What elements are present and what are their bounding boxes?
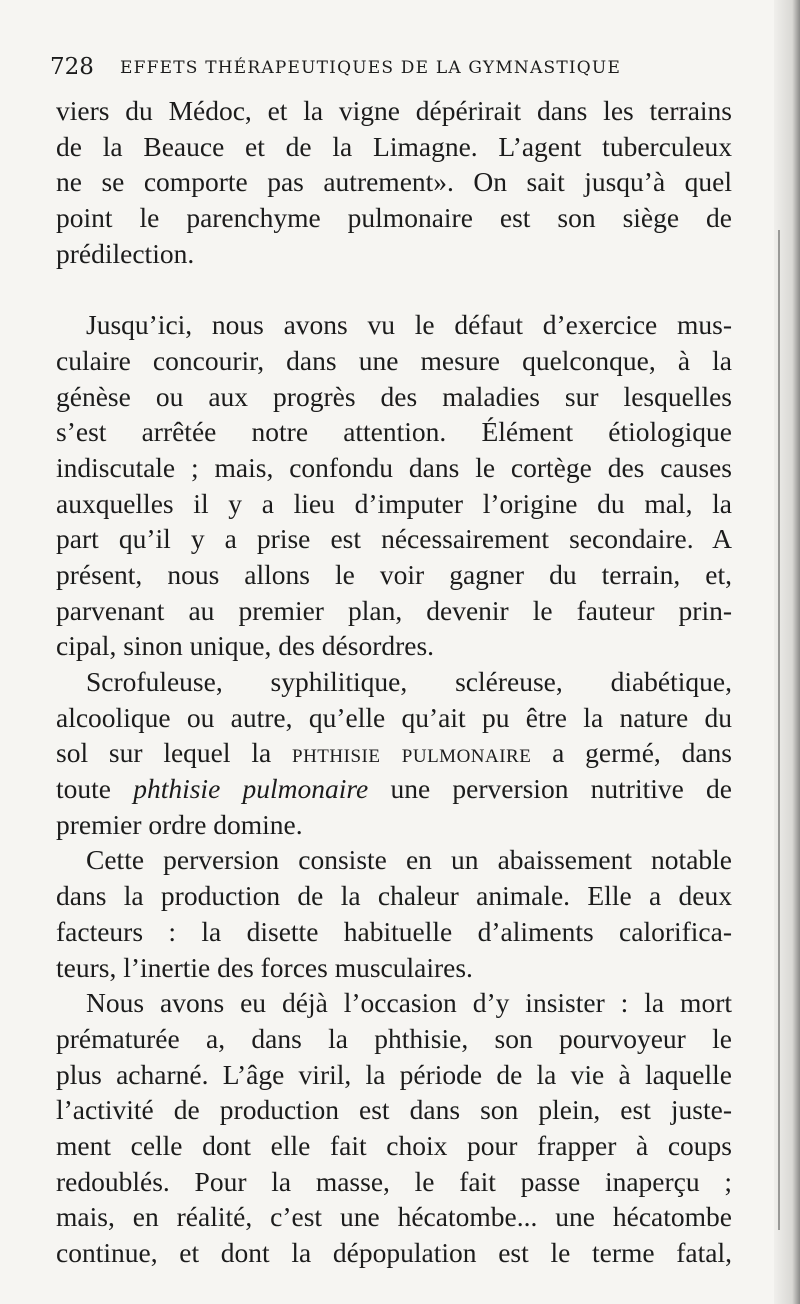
text-line: Jusqu’ici, nous avons vu le défaut d’exercice mus-: [86, 309, 732, 341]
text-line: part qu’il y a prise est nécessairement secondaire. A: [56, 523, 732, 555]
running-title: EFFETS THÉRAPEUTIQUES DE LA GYMNASTIQUE: [120, 58, 622, 78]
page-header: [50, 50, 740, 90]
text-line: parvenant au premier plan, devenir le fauteur prin-: [56, 594, 732, 626]
text-line: dans la production de la chaleur animale. Elle a deux: [56, 880, 732, 912]
text-line: indiscutale ; mais, confondu dans le cortège des causes: [56, 451, 732, 483]
text-line: prédilection.: [56, 237, 195, 269]
text-line: prématurée a, dans la phthisie, son pourvoyeur le: [56, 1022, 732, 1054]
smallcaps-term: phthisie pulmonaire: [292, 737, 532, 769]
text-fragment: a germé, dans: [531, 737, 732, 769]
text-fragment: une perversion nutritive de: [368, 773, 732, 805]
text-line: ment celle dont elle fait choix pour frapper à coups: [56, 1129, 732, 1161]
text-line: redoublés. Pour la masse, le fait passe inaperçu ;: [56, 1165, 732, 1197]
text-line: Scrofuleuse, syphilitique, scléreuse, diabétique,: [86, 666, 732, 697]
body-text: [56, 93, 732, 1271]
text-line: teurs, l’inertie des forces musculaires.: [56, 951, 473, 983]
text-fragment: sol sur lequel la: [56, 737, 293, 769]
paragraph-gap: [56, 271, 732, 307]
text-fragment: toute: [56, 773, 134, 805]
text-line: [56, 771, 732, 807]
page-edge-line: [778, 230, 780, 1230]
text-line: plus acharné. L’âge viril, la période de la vie à laquelle: [56, 1058, 732, 1090]
text-line: l’activité de production est dans son plein, est juste-: [56, 1094, 732, 1126]
text-line: génèse ou aux progrès des maladies sur lesquelles: [56, 380, 732, 412]
text-line: premier ordre domine.: [56, 808, 303, 840]
paragraph-2: [56, 307, 732, 664]
text-line: [56, 735, 732, 771]
paragraph-1: [56, 93, 732, 271]
text-line: continue, et dont la dépopulation est le terme fatal,: [56, 1237, 732, 1268]
paragraph-4: [56, 842, 732, 985]
text-line: facteurs : la disette habituelle d’aliments calorifica-: [56, 915, 732, 947]
text-line: cipal, sinon unique, des désordres.: [56, 630, 435, 662]
text-line: de la Beauce et de la Limagne. L’agent tuberculeux: [56, 130, 732, 162]
text-line: alcoolique ou autre, qu’elle qu’ait pu être la nature du: [56, 701, 732, 733]
text-line: Cette perversion consiste en un abaissement notable: [86, 844, 732, 876]
text-line: auxquelles il y a lieu d’imputer l’origine du mal, la: [56, 487, 732, 519]
text-line: ne se comporte pas autrement». On sait jusqu’à quel: [56, 166, 732, 198]
text-line: présent, nous allons le voir gagner du terrain, et,: [56, 558, 732, 590]
paragraph-3: [56, 664, 732, 842]
text-line: s’est arrêtée notre attention. Élément étiologique: [56, 416, 732, 448]
italic-term: phthisie pulmonaire: [133, 773, 369, 805]
text-line: viers du Médoc, et la vigne dépérirait dans les terrains: [56, 95, 732, 126]
text-line: Nous avons eu déjà l’occasion d’y insister : la mort: [86, 987, 732, 1019]
text-line: culaire concourir, dans une mesure quelconque, à la: [56, 344, 732, 376]
text-line: point le parenchyme pulmonaire est son siège de: [56, 202, 732, 234]
page-number: 728: [50, 54, 94, 80]
paragraph-5: [56, 985, 732, 1271]
text-line: mais, en réalité, c’est une hécatombe... une hécatombe: [56, 1201, 732, 1233]
